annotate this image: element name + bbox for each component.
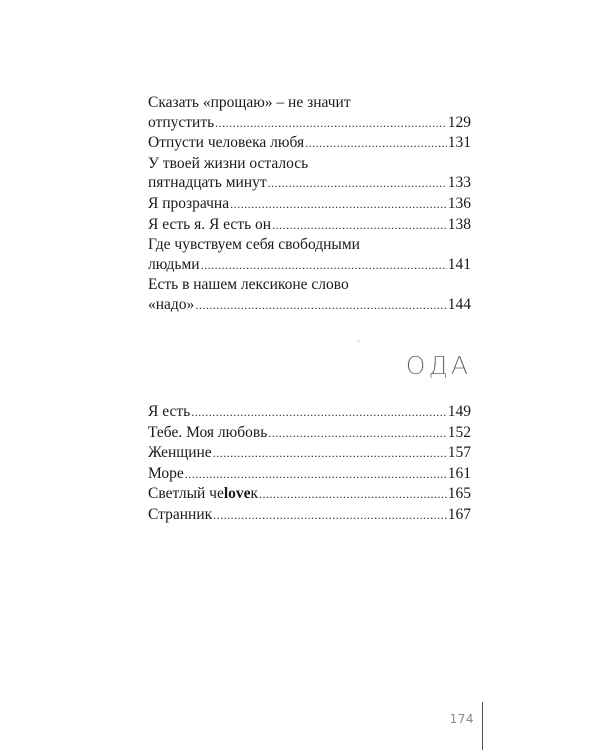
toc-entry-title [148, 133, 304, 153]
toc-entry-title [148, 215, 271, 235]
toc-entry-title [148, 402, 190, 422]
folio-divider [482, 702, 483, 750]
toc-entry [148, 464, 471, 485]
toc-entry-line [148, 133, 471, 154]
toc-entry-title [148, 173, 267, 193]
toc-page-number: 167 [447, 505, 471, 523]
toc-page-number: 157 [447, 444, 471, 462]
toc-page-number: 152 [447, 423, 471, 441]
toc-entry-title-before: Море [148, 464, 184, 482]
dot-leader [195, 296, 446, 316]
toc-page-number: 129 [447, 113, 471, 131]
toc-entry [148, 402, 471, 423]
toc-entry-title-before: людьми [148, 255, 200, 273]
toc-entry-title-line: Где чувствуем себя свободными [148, 236, 360, 254]
toc-page-number: 131 [447, 134, 471, 152]
toc-entry-title-before: Я есть [148, 403, 191, 420]
toc-page-number: 141 [447, 255, 471, 273]
toc-entry-line [148, 464, 471, 485]
toc-entry-title-line: Есть в нашем лексиконе слово [148, 276, 349, 294]
dot-leader [259, 485, 447, 505]
toc-entry-line [148, 484, 471, 505]
toc-entry-line [148, 505, 471, 526]
toc-entry-title [148, 423, 267, 443]
toc-entry-line [148, 423, 471, 444]
toc-entry-title-after: к [250, 485, 259, 503]
toc-entry-title-before: пятнадцать минут [148, 174, 267, 192]
toc-entry-title-before: Отпусти человека любя [148, 134, 305, 152]
toc-page-number: 144 [447, 295, 471, 313]
toc-entry-title-line: Сказать «прощаю» – не значит [148, 94, 351, 111]
toc-entry-title [148, 113, 214, 133]
toc-entry-title-bold: love [223, 485, 251, 503]
toc-entry-title [148, 505, 212, 525]
toc-entry [148, 423, 471, 444]
faint-mark [357, 340, 360, 342]
toc-entry-title-line: У твоей жизни осталось [148, 154, 309, 172]
toc-page-number: 138 [447, 215, 471, 233]
toc-entry-line [148, 402, 471, 423]
dot-leader [213, 506, 447, 526]
toc-entry-line [148, 255, 471, 276]
toc-entry [148, 484, 471, 505]
toc-entry [148, 215, 471, 236]
toc-entry-line [148, 443, 471, 464]
toc-page-number: 133 [447, 174, 471, 192]
toc-entry [148, 194, 471, 215]
toc-entry-title-before: отпустить [148, 113, 215, 131]
toc-entry-title [148, 194, 229, 214]
toc-entry-title [148, 295, 194, 315]
dot-leader [230, 195, 447, 215]
section-heading: ОДА [405, 351, 471, 380]
toc-entry [148, 235, 471, 275]
toc-list-part-1 [148, 93, 471, 316]
toc-page-number: 149 [447, 403, 471, 420]
toc-entry [148, 443, 471, 464]
toc-page-number: 161 [447, 464, 471, 482]
dot-leader [268, 424, 446, 444]
dot-leader [215, 114, 447, 134]
toc-page-number: 136 [447, 194, 471, 212]
toc-list-part-2 [148, 402, 471, 526]
dot-leader [268, 174, 447, 194]
dot-leader [185, 465, 447, 485]
toc-entry-title-before: Странник [148, 505, 213, 523]
toc-entry-line [148, 215, 471, 236]
page-number: 174 [449, 712, 474, 726]
toc-entry-title-before: Я прозрачна [148, 194, 230, 212]
toc-entry-title [148, 484, 258, 504]
toc-entry-title [148, 443, 212, 463]
toc-entry [148, 93, 471, 133]
toc-entry-title [148, 255, 200, 275]
toc-entry-line [148, 194, 471, 215]
toc-entry-title-before: Тебе. Моя любовь [148, 423, 268, 441]
toc-entry [148, 154, 471, 194]
toc-entry-line [148, 173, 471, 194]
toc-entry [148, 275, 471, 315]
toc-entry-line [148, 113, 471, 134]
dot-leader [305, 134, 447, 154]
toc-entry-title-before: Женщине [148, 444, 212, 462]
dot-leader [201, 256, 447, 276]
dot-leader [272, 216, 447, 236]
toc-entry-title-before: Светлый че [148, 485, 224, 503]
toc-entry-title-before: Я есть я. Я есть он [148, 215, 272, 233]
toc-entry [148, 133, 471, 154]
toc-entry [148, 505, 471, 526]
toc-entry-title [148, 464, 184, 484]
toc-entry-line [148, 295, 471, 316]
toc-entry-title-before: «надо» [148, 295, 195, 313]
dot-leader [191, 403, 447, 423]
toc-page-number: 165 [447, 485, 471, 503]
dot-leader [213, 444, 447, 464]
